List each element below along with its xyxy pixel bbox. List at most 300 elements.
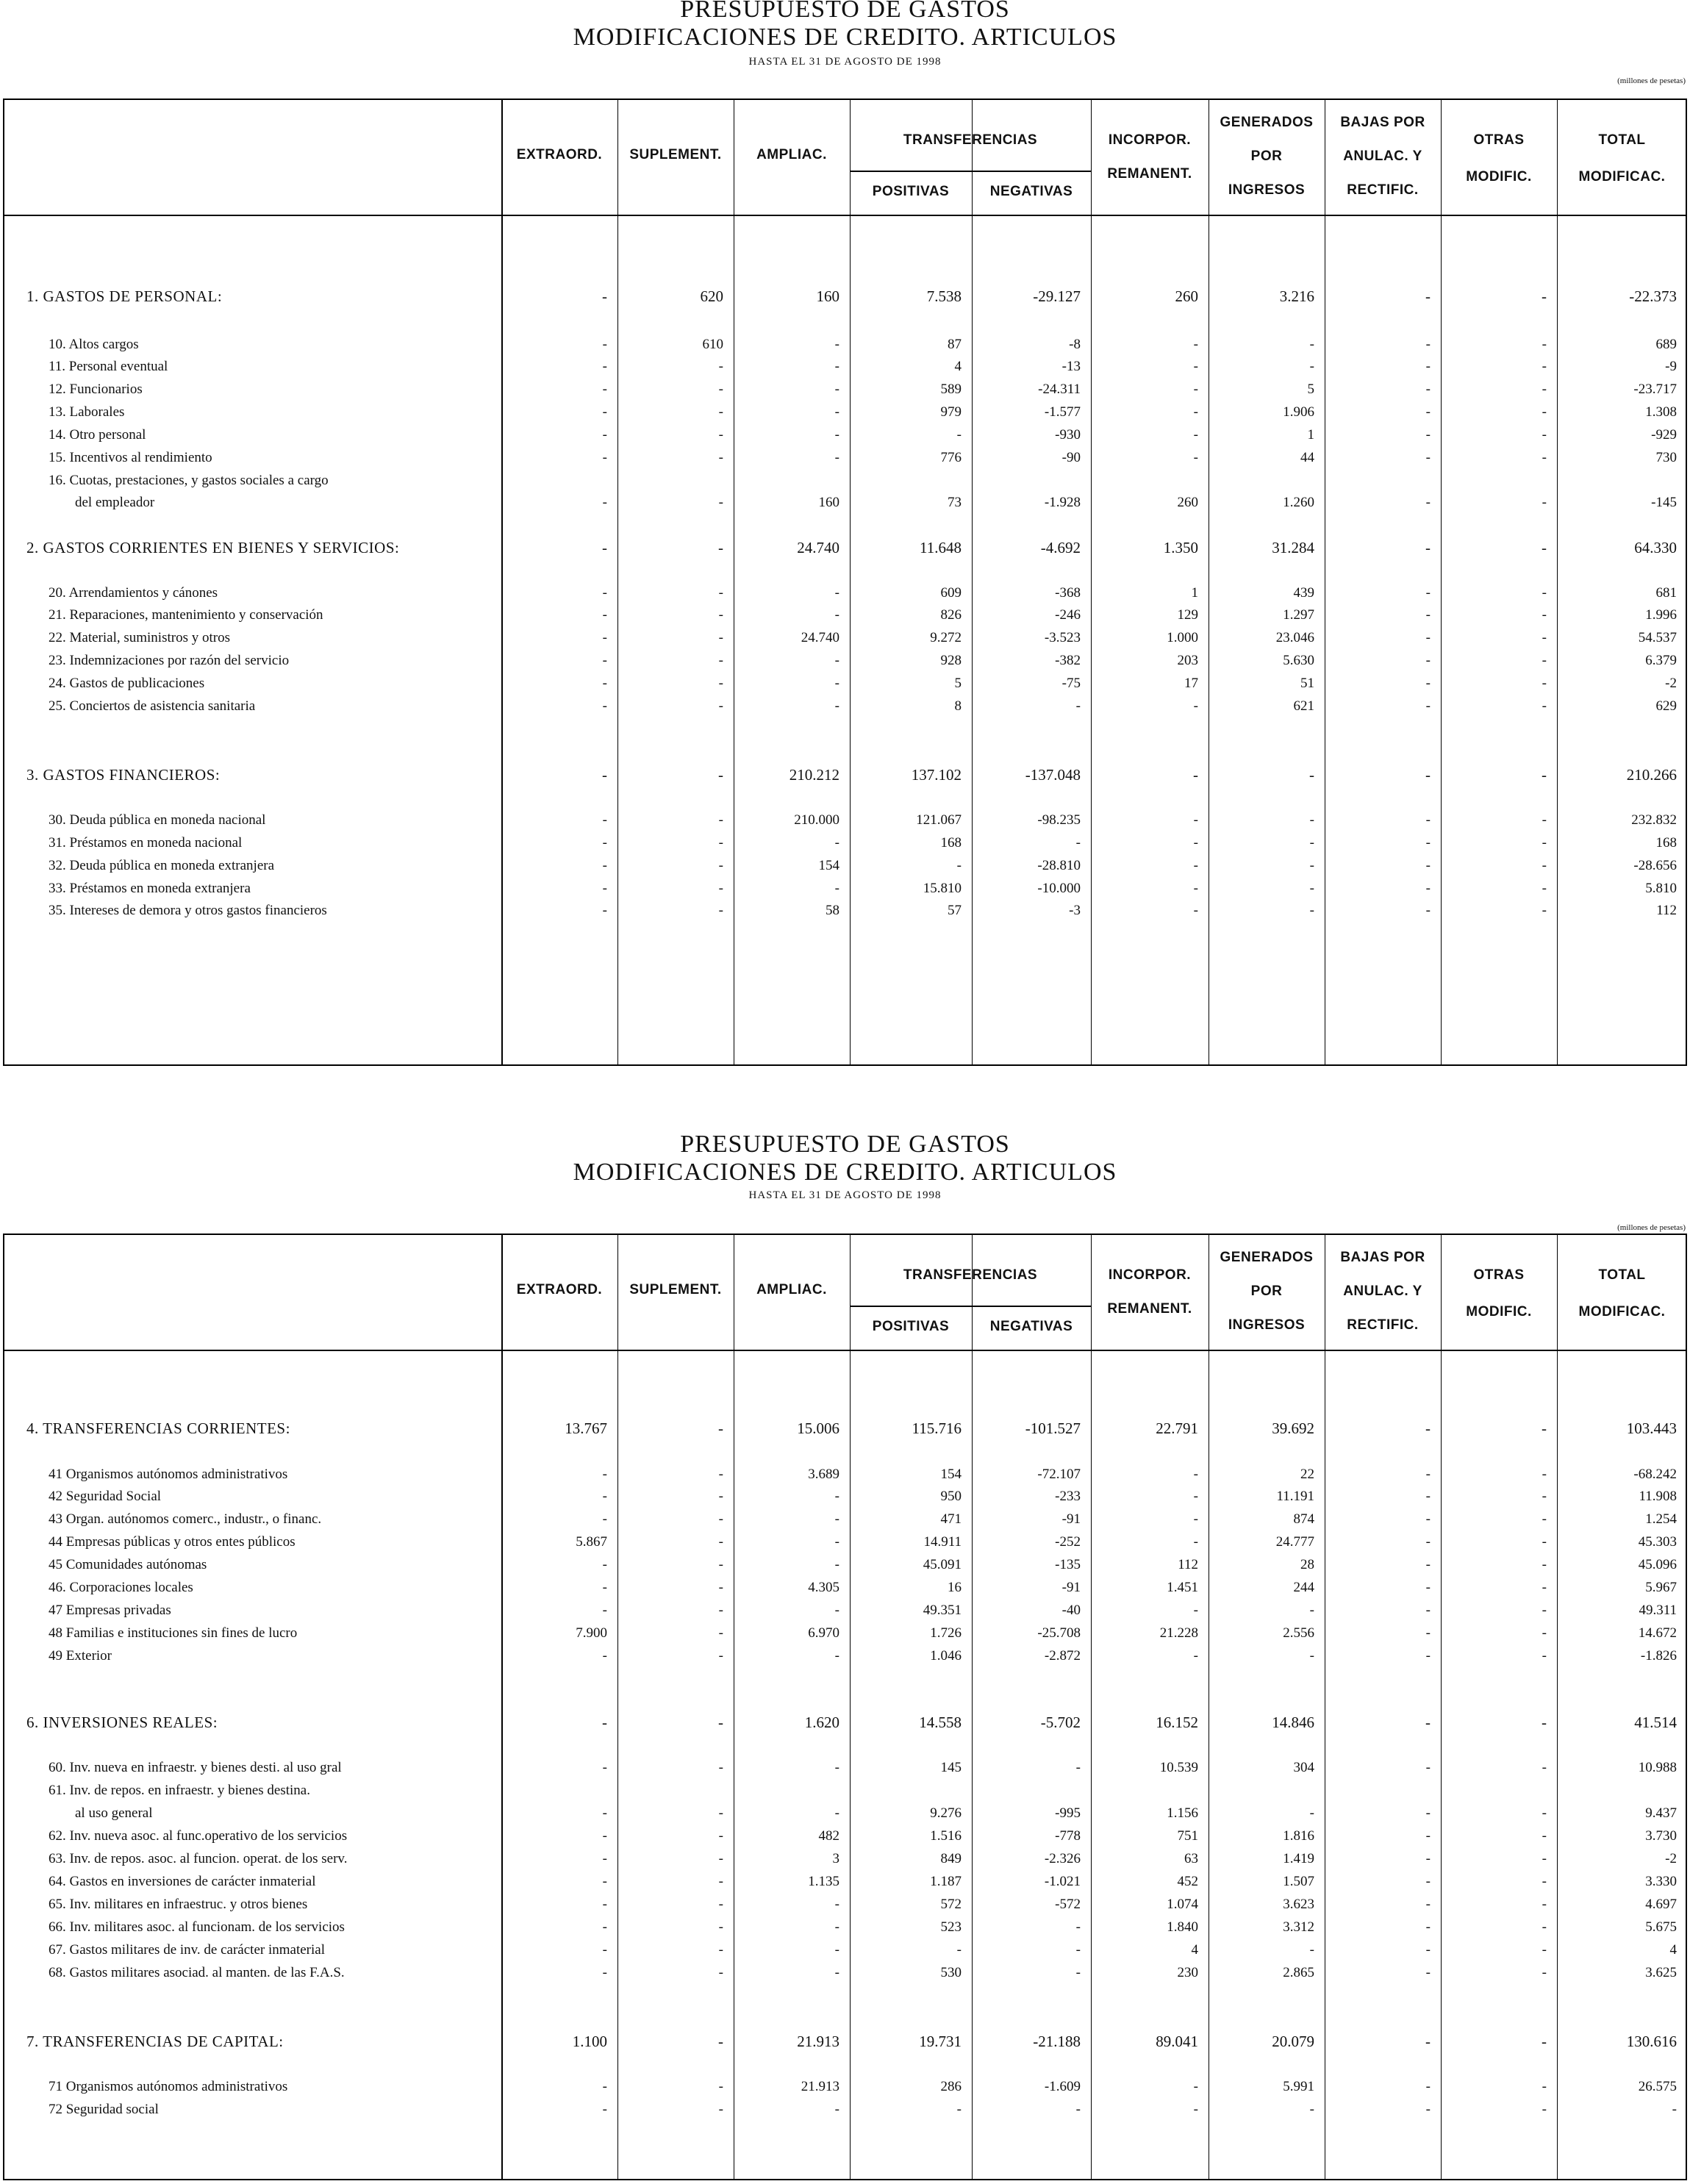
cell-value: - — [1425, 404, 1431, 420]
cell-value: 5 — [1307, 382, 1314, 397]
cell-value: -28.656 — [1633, 858, 1677, 873]
header-extraord: EXTRAORD. — [516, 147, 603, 162]
category-row — [4, 2030, 1686, 2052]
header-bajas: BAJAS POR — [1340, 115, 1425, 130]
cell-value: - — [1193, 337, 1198, 352]
cell-value: 5.630 — [1283, 653, 1314, 668]
category-row — [4, 764, 1686, 786]
table-row — [4, 855, 1686, 877]
row-label: 2. GASTOS CORRIENTES EN BIENES Y SERVICIOS: — [26, 539, 400, 556]
cell-value: -572 — [1055, 1897, 1081, 1912]
row-label: 46. Corporaciones locales — [49, 1580, 193, 1595]
cell-value: - — [1425, 1805, 1431, 1821]
cell-value: 10.988 — [1638, 1760, 1677, 1775]
cell-value: - — [1425, 1897, 1431, 1912]
cell-value: -9 — [1665, 359, 1677, 374]
cell-value: - — [718, 1851, 723, 1866]
cell-value: 24.740 — [797, 539, 839, 556]
header-total: TOTAL — [1598, 132, 1646, 148]
page-title: PRESUPUESTO DE GASTOS — [680, 0, 1010, 23]
cell-value: - — [718, 1534, 723, 1550]
cell-value: 64.330 — [1634, 539, 1677, 556]
cell-value: - — [1542, 1828, 1547, 1844]
table-row — [4, 1577, 1686, 1599]
cell-value: - — [602, 585, 607, 601]
cell-value: - — [1193, 858, 1198, 873]
cell-value: 1 — [1191, 585, 1198, 601]
cell-value: 1.156 — [1167, 1805, 1198, 1821]
cell-value: - — [718, 676, 723, 691]
cell-value: 210.000 — [794, 812, 839, 828]
cell-value: 1.297 — [1283, 607, 1314, 623]
header-anulac: ANULAC. Y — [1343, 1283, 1422, 1299]
cell-value: 14.846 — [1272, 1714, 1314, 1731]
row-label: 16. Cuotas, prestaciones, y gastos sociales a cargo — [49, 473, 329, 488]
cell-value: 7.900 — [576, 1625, 607, 1641]
cell-value: 103.443 — [1626, 1419, 1677, 1437]
cell-value: 5.867 — [576, 1534, 607, 1550]
cell-value: - — [718, 585, 723, 601]
cell-value: -1.609 — [1044, 2079, 1081, 2094]
cell-value: - — [1542, 450, 1547, 465]
cell-value: -382 — [1055, 653, 1081, 668]
cell-value: - — [718, 1919, 723, 1935]
row-label: 45 Comunidades autónomas — [49, 1557, 207, 1572]
table-row — [4, 379, 1686, 401]
cell-value: - — [1309, 1603, 1314, 1618]
cell-value: 130.616 — [1626, 2033, 1677, 2050]
cell-value: - — [1193, 903, 1198, 918]
cell-value: 244 — [1293, 1580, 1314, 1595]
row-label: 4. TRANSFERENCIAS CORRIENTES: — [26, 1419, 290, 1437]
row-label: 32. Deuda pública en moneda extranjera — [49, 858, 275, 873]
header-transferencias: TRANSFERENCIAS — [903, 1267, 1038, 1283]
cell-value: -3.523 — [1044, 630, 1081, 645]
cell-value: - — [1075, 2102, 1081, 2117]
cell-value: 482 — [818, 1828, 839, 1844]
table-row — [4, 1802, 1686, 1825]
cell-value: - — [602, 287, 607, 305]
cell-value: - — [1425, 1851, 1431, 1866]
category-row — [4, 537, 1686, 559]
header-positivas: POSITIVAS — [872, 184, 950, 199]
table-row — [4, 1962, 1686, 1984]
cell-value: -233 — [1055, 1489, 1081, 1504]
cell-value: - — [956, 1942, 962, 1958]
cell-value: -90 — [1061, 450, 1081, 465]
cell-value: - — [1425, 337, 1431, 352]
cell-value: - — [1672, 2102, 1677, 2117]
cell-value: 5.991 — [1283, 2079, 1314, 2094]
cell-value: 260 — [1177, 495, 1198, 510]
cell-value: - — [834, 1511, 839, 1527]
cell-value: 4.305 — [808, 1580, 839, 1595]
cell-value: 849 — [940, 1851, 962, 1866]
cell-value: 3.216 — [1279, 287, 1314, 305]
cell-value: 58 — [826, 903, 839, 918]
cell-value: -8 — [1069, 337, 1081, 352]
cell-value: - — [602, 539, 607, 556]
cell-value: - — [1542, 1534, 1547, 1550]
cell-value: - — [1309, 903, 1314, 918]
date-caption: HASTA EL 31 DE AGOSTO DE 1998 — [748, 56, 942, 68]
cell-value: 63 — [1184, 1851, 1198, 1866]
cell-value: - — [834, 1919, 839, 1935]
cell-value: - — [1542, 858, 1547, 873]
cell-value: -10.000 — [1037, 881, 1081, 896]
cell-value: 1 — [1307, 427, 1314, 443]
table-row — [4, 1554, 1686, 1576]
cell-value: - — [1542, 1419, 1547, 1437]
cell-value: - — [718, 1603, 723, 1618]
cell-value: 203 — [1177, 653, 1198, 668]
cell-value: 1.046 — [930, 1648, 962, 1664]
cell-value: - — [718, 1965, 723, 1980]
cell-value: - — [602, 427, 607, 443]
cell-value: - — [834, 359, 839, 374]
cell-value: 3.689 — [808, 1467, 839, 1482]
table-row — [4, 356, 1686, 378]
cell-value: 3.730 — [1645, 1828, 1677, 1844]
cell-value: - — [1425, 607, 1431, 623]
cell-value: - — [834, 1942, 839, 1958]
cell-value: 210.212 — [789, 766, 839, 784]
row-label: 6. INVERSIONES REALES: — [26, 1714, 218, 1731]
cell-value: - — [602, 766, 607, 784]
cell-value: -40 — [1061, 1603, 1081, 1618]
cell-value: 9.437 — [1645, 1805, 1677, 1821]
cell-value: 87 — [948, 337, 962, 352]
cell-value: - — [602, 382, 607, 397]
cell-value: - — [956, 427, 962, 443]
cell-value: - — [602, 881, 607, 896]
cell-value: - — [1075, 1760, 1081, 1775]
cell-value: 41.514 — [1634, 1714, 1677, 1731]
header-rectific: RECTIFIC. — [1347, 182, 1419, 198]
cell-value: - — [718, 2102, 723, 2117]
cell-value: - — [1425, 1489, 1431, 1504]
cell-value: 689 — [1655, 337, 1677, 352]
table-row — [4, 2099, 1686, 2121]
cell-value: - — [1425, 287, 1431, 305]
cell-value: - — [834, 1965, 839, 1980]
cell-value: 6.970 — [808, 1625, 839, 1641]
cell-value: 9.276 — [930, 1805, 962, 1821]
cell-value: - — [1425, 2033, 1431, 2050]
cell-value: - — [1193, 404, 1198, 420]
cell-value: 11.191 — [1276, 1489, 1314, 1504]
cell-value: - — [1542, 630, 1547, 645]
cell-value: - — [834, 881, 839, 896]
cell-value: - — [1425, 858, 1431, 873]
header-ampliac: AMPLIAC. — [756, 147, 827, 162]
cell-value: - — [1542, 359, 1547, 374]
header-por: POR — [1250, 148, 1283, 164]
cell-value: - — [1425, 427, 1431, 443]
cell-value: 24.777 — [1275, 1534, 1314, 1550]
header-modific: MODIFIC. — [1466, 1304, 1532, 1320]
table-row — [4, 695, 1686, 717]
cell-value: 1.451 — [1167, 1580, 1198, 1595]
row-label: 65. Inv. militares en infraestruc. y otros bienes — [49, 1897, 308, 1912]
cell-value: - — [602, 676, 607, 691]
cell-value: - — [1425, 1557, 1431, 1572]
cell-value: -145 — [1651, 495, 1677, 510]
cell-value: - — [1193, 359, 1198, 374]
header-remanent: REMANENT. — [1107, 166, 1192, 182]
cell-value: - — [1425, 1625, 1431, 1641]
cell-value: - — [602, 653, 607, 668]
cell-value: - — [1425, 630, 1431, 645]
cell-value: - — [718, 2033, 723, 2050]
header-suplement: SUPLEMENT. — [629, 147, 722, 162]
cell-value: - — [1425, 698, 1431, 714]
cell-value: - — [602, 359, 607, 374]
cell-value: - — [602, 903, 607, 918]
cell-value: - — [718, 404, 723, 420]
cell-value: - — [1425, 766, 1431, 784]
cell-value: 115.716 — [912, 1419, 962, 1437]
cell-value: 15.006 — [797, 1419, 839, 1437]
cell-value: - — [956, 858, 962, 873]
cell-value: - — [718, 1760, 723, 1775]
cell-value: 2.865 — [1283, 1965, 1314, 1980]
cell-value: - — [718, 698, 723, 714]
cell-value: 21.913 — [797, 2033, 839, 2050]
row-label: al uso general — [75, 1805, 153, 1821]
cell-value: 439 — [1293, 585, 1314, 601]
cell-value: - — [1193, 698, 1198, 714]
cell-value: - — [1542, 698, 1547, 714]
category-row — [4, 1711, 1686, 1733]
cell-value: -75 — [1061, 676, 1081, 691]
cell-value: - — [1309, 359, 1314, 374]
cell-value: -1.826 — [1640, 1648, 1677, 1664]
cell-value: - — [718, 359, 723, 374]
cell-value: -22.373 — [1629, 287, 1677, 305]
cell-value: - — [602, 450, 607, 465]
cell-value: 4 — [1191, 1942, 1198, 1958]
cell-value: - — [1075, 698, 1081, 714]
header-negativas: NEGATIVAS — [989, 184, 1073, 199]
category-row — [4, 285, 1686, 307]
cell-value: 2.556 — [1283, 1625, 1314, 1641]
page-subtitle: MODIFICACIONES DE CREDITO. ARTICULOS — [573, 24, 1117, 51]
cell-value: 14.558 — [919, 1714, 962, 1731]
cell-value: - — [602, 630, 607, 645]
cell-value: 3.330 — [1645, 1874, 1677, 1889]
cell-value: - — [1542, 427, 1547, 443]
cell-value: -778 — [1055, 1828, 1081, 1844]
cell-value: -246 — [1055, 607, 1081, 623]
cell-value: - — [1425, 1467, 1431, 1482]
cell-value: 22.791 — [1156, 1419, 1198, 1437]
header-incorpor: INCORPOR. — [1108, 1267, 1192, 1283]
header-anulac: ANULAC. Y — [1343, 148, 1422, 164]
cell-value: 1.996 — [1645, 607, 1677, 623]
cell-value: - — [1193, 1534, 1198, 1550]
transfer-subheader-divider — [850, 171, 1091, 172]
cell-value: 121.067 — [916, 812, 962, 828]
cell-value: 609 — [940, 585, 962, 601]
cell-value: - — [718, 812, 723, 828]
cell-value: 129 — [1177, 607, 1198, 623]
cell-value: 1.135 — [808, 1874, 839, 1889]
cell-value: 1.100 — [572, 2033, 607, 2050]
cell-value: - — [718, 1874, 723, 1889]
cell-value: - — [602, 812, 607, 828]
cell-value: - — [834, 676, 839, 691]
cell-value: - — [1425, 1828, 1431, 1844]
cell-value: 54.537 — [1638, 630, 1677, 645]
cell-value: 979 — [940, 404, 962, 420]
cell-value: - — [602, 404, 607, 420]
cell-value: - — [602, 337, 607, 352]
cell-value: - — [834, 427, 839, 443]
cell-value: - — [718, 2079, 723, 2094]
header-por: POR — [1250, 1283, 1283, 1299]
cell-value: - — [1542, 1557, 1547, 1572]
cell-value: 168 — [1655, 835, 1677, 851]
cell-value: - — [1193, 1467, 1198, 1482]
cell-value: 51 — [1300, 676, 1314, 691]
row-label: 20. Arrendamientos y cánones — [49, 585, 218, 601]
cell-value: 73 — [948, 495, 962, 510]
cell-value: -2.326 — [1044, 1851, 1081, 1866]
header-rectific: RECTIFIC. — [1347, 1317, 1419, 1333]
cell-value: - — [1542, 404, 1547, 420]
cell-value: - — [1309, 2102, 1314, 2117]
page-subtitle: MODIFICACIONES DE CREDITO. ARTICULOS — [573, 1159, 1117, 1186]
cell-value: - — [602, 1489, 607, 1504]
cell-value: - — [602, 1874, 607, 1889]
row-label: 12. Funcionarios — [49, 382, 143, 397]
cell-value: - — [1425, 1511, 1431, 1527]
cell-value: - — [834, 698, 839, 714]
header-ingresos: INGRESOS — [1228, 182, 1306, 198]
cell-value: - — [602, 1603, 607, 1618]
cell-value: - — [1542, 1942, 1547, 1958]
cell-value: - — [1193, 835, 1198, 851]
cell-value: - — [1075, 1942, 1081, 1958]
row-label: 35. Intereses de demora y otros gastos financieros — [49, 903, 327, 918]
cell-value: 530 — [940, 1965, 962, 1980]
row-label: 49 Exterior — [49, 1648, 112, 1664]
cell-value: - — [1425, 450, 1431, 465]
cell-value: 112 — [1178, 1557, 1198, 1572]
cell-value: - — [1542, 676, 1547, 691]
cell-value: - — [1425, 1942, 1431, 1958]
cell-value: - — [718, 1942, 723, 1958]
cell-value: - — [1425, 903, 1431, 918]
cell-value: 6.379 — [1645, 653, 1677, 668]
cell-value: - — [718, 903, 723, 918]
cell-value: - — [834, 2102, 839, 2117]
cell-value: - — [834, 653, 839, 668]
cell-value: - — [834, 1897, 839, 1912]
cell-value: - — [602, 2079, 607, 2094]
cell-value: - — [1542, 382, 1547, 397]
header-divider — [4, 1350, 1686, 1351]
cell-value: - — [1193, 2102, 1198, 2117]
cell-value: - — [1425, 676, 1431, 691]
row-label: 33. Préstamos en moneda extranjera — [49, 881, 251, 896]
cell-value: 286 — [940, 2079, 962, 2094]
cell-value: - — [718, 1648, 723, 1664]
table-row — [4, 424, 1686, 446]
cell-value: - — [1425, 1580, 1431, 1595]
cell-value: - — [1425, 2102, 1431, 2117]
table-row — [4, 470, 1686, 492]
cell-value: 7.538 — [926, 287, 962, 305]
cell-value: - — [1542, 1805, 1547, 1821]
header-extraord: EXTRAORD. — [516, 1282, 603, 1297]
cell-value: - — [1542, 903, 1547, 918]
cell-value: - — [1542, 1714, 1547, 1731]
cell-value: - — [1425, 1419, 1431, 1437]
header-suplement: SUPLEMENT. — [629, 1282, 722, 1297]
cell-value: - — [718, 427, 723, 443]
row-label: 62. Inv. nueva asoc. al func.operativo de los servicios — [49, 1828, 348, 1844]
cell-value: - — [602, 1919, 607, 1935]
cell-value: - — [1542, 1897, 1547, 1912]
table-row — [4, 1645, 1686, 1667]
cell-value: - — [834, 382, 839, 397]
category-row — [4, 1417, 1686, 1439]
cell-value: - — [1542, 881, 1547, 896]
cell-value: - — [1425, 2079, 1431, 2094]
cell-value: - — [1542, 2079, 1547, 2094]
cell-value: - — [1425, 1919, 1431, 1935]
cell-value: -3 — [1069, 903, 1081, 918]
cell-value: - — [1425, 835, 1431, 851]
cell-value: 1.260 — [1283, 495, 1314, 510]
cell-value: - — [718, 495, 723, 510]
cell-value: - — [1309, 858, 1314, 873]
cell-value: - — [834, 1557, 839, 1572]
cell-value: 1.840 — [1167, 1919, 1198, 1935]
cell-value: - — [1425, 812, 1431, 828]
cell-value: - — [602, 1714, 607, 1731]
row-label: 3. GASTOS FINANCIEROS: — [26, 766, 221, 784]
table-row — [4, 582, 1686, 604]
cell-value: - — [1542, 585, 1547, 601]
cell-value: - — [602, 698, 607, 714]
cell-value: 39.692 — [1272, 1419, 1314, 1437]
cell-value: 3 — [832, 1851, 839, 1866]
row-label: 64. Gastos en inversiones de carácter inmaterial — [49, 1874, 316, 1889]
cell-value: 3.312 — [1283, 1919, 1314, 1935]
cell-value: - — [1425, 653, 1431, 668]
cell-value: - — [1309, 337, 1314, 352]
cell-value: - — [1425, 1874, 1431, 1889]
cell-value: - — [718, 858, 723, 873]
cell-value: 730 — [1655, 450, 1677, 465]
cell-value: 1.816 — [1283, 1828, 1314, 1844]
cell-value: 21.913 — [801, 2079, 839, 2094]
row-label: 25. Conciertos de asistencia sanitaria — [49, 698, 256, 714]
cell-value: - — [602, 1467, 607, 1482]
cell-value: - — [1542, 607, 1547, 623]
cell-value: - — [1193, 812, 1198, 828]
row-label: 61. Inv. de repos. en infraestr. y bienes destina. — [49, 1783, 310, 1798]
cell-value: - — [1193, 427, 1198, 443]
cell-value: - — [1542, 835, 1547, 851]
table-row — [4, 650, 1686, 672]
cell-value: 1.187 — [930, 1874, 962, 1889]
cell-value: -72.107 — [1037, 1467, 1081, 1482]
cell-value: 9.272 — [930, 630, 962, 645]
